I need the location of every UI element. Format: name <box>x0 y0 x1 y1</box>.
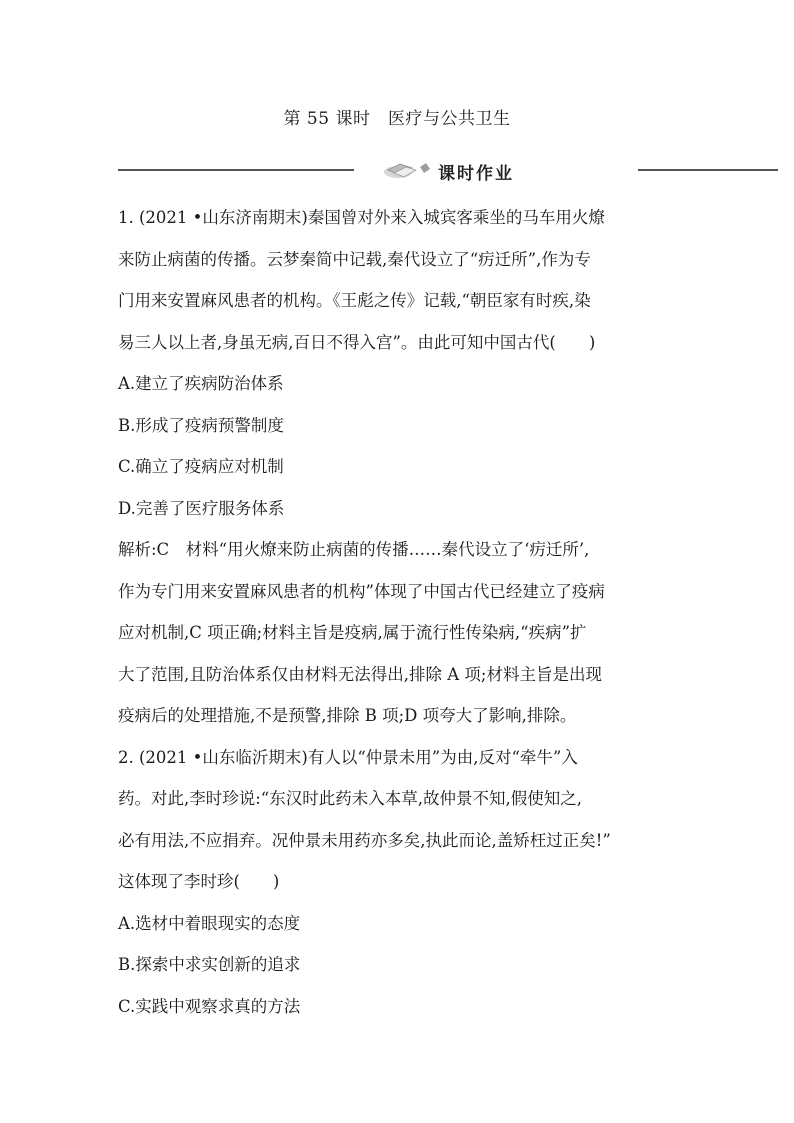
text-line: 来防止病菌的传播。云梦秦简中记载,秦代设立了“疠迁所”,作为专 <box>118 249 591 269</box>
banner-label: 课时作业 <box>438 164 514 184</box>
option-a: A.选材中着眼现实的态度 <box>118 913 301 933</box>
option-b: B.探索中求实创新的追求 <box>118 955 301 974</box>
option-b: B.形成了疫病预警制度 <box>118 415 284 435</box>
text-line: 门用来安置麻风患者的机构。《王彪之传》记载,“朝臣家有时疾,染 <box>118 291 591 310</box>
text-line: 1. (2021 •山东济南期末)秦国曾对外来入城宾客乘坐的马车用火燎 <box>118 208 605 227</box>
text-line: 必有用法,不应捐弃。况仲景未用药亦多矣,执此而论,盖矫枉过正矣!” <box>118 830 611 850</box>
page-title: 第 55 课时 医疗与公共卫生 <box>283 109 511 129</box>
option-a: A.建立了疾病防治体系 <box>118 374 284 393</box>
text-line: 易三人以上者,身虽无病,百日不得入宫”。由此可知中国古代( ) <box>118 332 596 352</box>
banner-rule-right <box>638 169 778 171</box>
analysis-line: 应对机制,C 项正确;材料主旨是疫病,属于流行性传染病,“疾病”扩 <box>118 623 587 642</box>
analysis-line: 解析:C 材料“用火燎来防止病菌的传播……秦代设立了‘疠迁所’, <box>118 540 590 559</box>
analysis-line: 大了范围,且防治体系仅由材料无法得出,排除 A 项;材料主旨是出现 <box>118 664 602 684</box>
book-decoration-icon <box>380 158 436 182</box>
banner-rule-left <box>118 169 354 171</box>
text-line: 2. (2021 •山东临沂期末)有人以“仲景未用”为由,反对“牵牛”入 <box>118 747 578 767</box>
option-c: C.确立了疫病应对机制 <box>118 457 284 476</box>
option-d: D.完善了医疗服务体系 <box>118 498 285 518</box>
option-c: C.实践中观察求真的方法 <box>118 996 301 1016</box>
section-banner <box>118 158 778 182</box>
analysis-line: 疫病后的处理措施,不是预警,排除 B 项;D 项夸大了影响,排除。 <box>118 706 577 725</box>
analysis-line: 作为专门用来安置麻风患者的机构”体现了中国古代已经建立了疫病 <box>118 581 605 601</box>
question-content <box>118 197 718 1027</box>
text-line: 这体现了李时珍( ) <box>118 872 280 891</box>
text-line: 药。对此,李时珍说:“东汉时此药未入本草,故仲景不知,假使知之, <box>118 789 582 808</box>
